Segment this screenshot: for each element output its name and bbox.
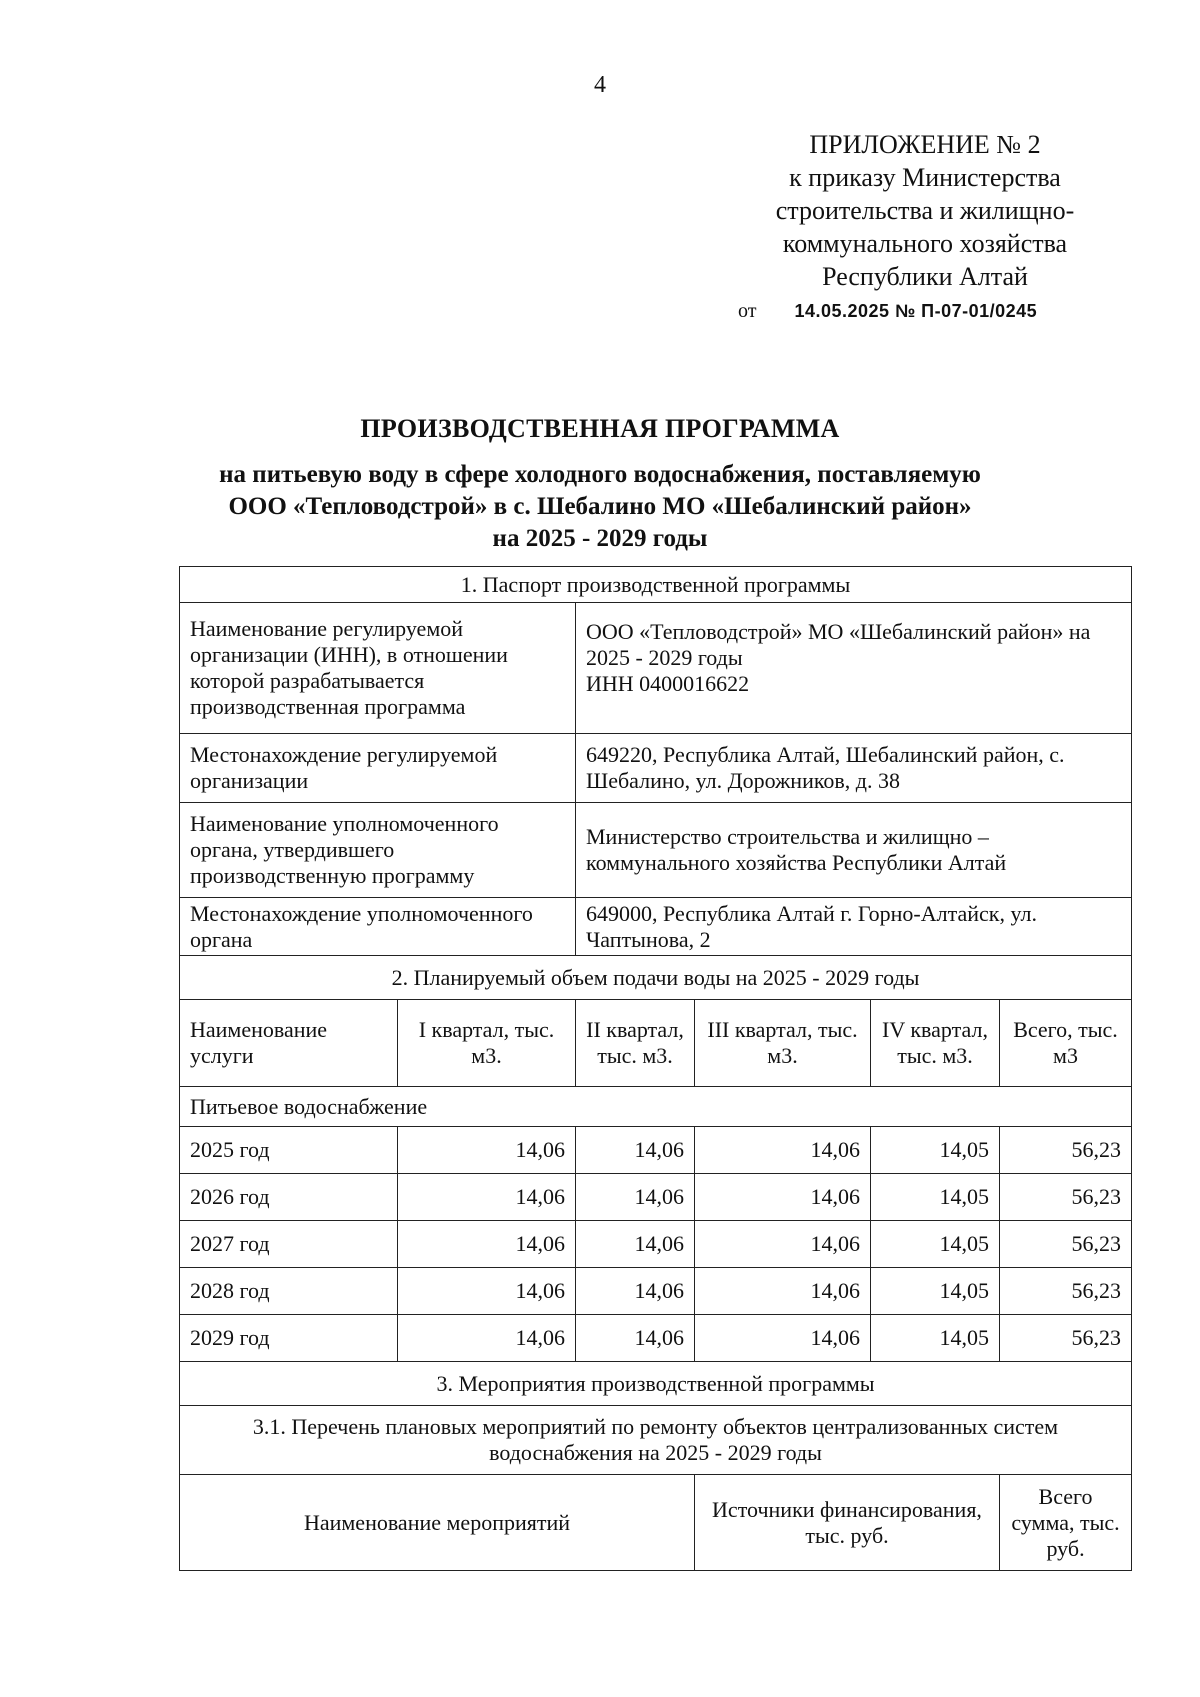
appendix-block: [760, 128, 1090, 293]
subtitle-line: ООО «Тепловодстрой» в с. Шебалино МО «Шебалинский район»: [228, 493, 972, 520]
q3-cell: 14,06: [695, 1174, 871, 1221]
appendix-line: коммунального хозяйства: [782, 229, 1068, 258]
q2-cell: 14,06: [576, 1127, 695, 1174]
q2-cell: 14,06: [576, 1174, 695, 1221]
total-cell: 56,23: [1000, 1127, 1132, 1174]
passport-row: [180, 898, 1132, 956]
q1-cell: 14,06: [398, 1221, 576, 1268]
measures-header-row: [180, 1475, 1132, 1571]
total-cell: 56,23: [1000, 1221, 1132, 1268]
page-number: 4: [594, 72, 606, 98]
column-header-q3: III квартал, тыс. м3.: [695, 1000, 871, 1087]
q4-cell: 14,05: [871, 1221, 1000, 1268]
volume-header-row: [180, 1000, 1132, 1087]
table-row: [180, 1315, 1132, 1362]
column-header-q1: I квартал, тыс. м3.: [398, 1000, 576, 1087]
document-title: ПРОИЗВОДСТВЕННАЯ ПРОГРАММА: [360, 414, 840, 443]
q2-cell: 14,06: [576, 1221, 695, 1268]
total-cell: 56,23: [1000, 1174, 1132, 1221]
appendix-line: Республики Алтай: [822, 262, 1028, 291]
column-header-q2: II квартал, тыс. м3.: [576, 1000, 695, 1087]
section2-header: 2. Планируемый объем подачи воды на 2025 - 2029 годы: [180, 956, 1132, 1000]
passport-value: [576, 603, 1132, 734]
column-header-q4: IV квартал, тыс. м3.: [871, 1000, 1000, 1087]
q1-cell: 14,06: [398, 1174, 576, 1221]
section3-subheader-row: [180, 1406, 1132, 1475]
section3-subheader: 3.1. Перечень плановых мероприятий по ремонту объектов централизованных систем водоснабжения на 2025 - 2029 годы: [180, 1406, 1132, 1475]
year-cell: 2027 год: [180, 1221, 398, 1268]
table-row: [180, 1174, 1132, 1221]
service-row: [180, 1087, 1132, 1127]
passport-label: Местонахождение регулируемой организации: [180, 734, 576, 803]
q2-cell: 14,06: [576, 1268, 695, 1315]
table-row: [180, 1268, 1132, 1315]
service-name: Питьевое водоснабжение: [180, 1087, 1132, 1127]
subtitle-line: на 2025 - 2029 годы: [492, 525, 708, 552]
section3-header-row: [180, 1362, 1132, 1406]
column-header-sum: Всего сумма, тыс. руб.: [1000, 1475, 1132, 1571]
passport-value: 649000, Республика Алтай г. Горно-Алтайск, ул. Чаптынова, 2: [576, 898, 1132, 956]
total-cell: 56,23: [1000, 1268, 1132, 1315]
column-header-service: Наименование услуги: [180, 1000, 398, 1087]
appendix-line: строительства и жилищно-: [775, 196, 1075, 225]
order-number-stamp: 14.05.2025 № П-07-01/0245: [794, 301, 1038, 321]
q4-cell: 14,05: [871, 1127, 1000, 1174]
order-date-line: [738, 300, 1037, 323]
passport-row: [180, 603, 1132, 734]
passport-value-line: ИНН 0400016622: [586, 671, 750, 696]
q1-cell: 14,06: [398, 1127, 576, 1174]
passport-label: Местонахождение уполномоченного органа: [180, 898, 576, 956]
q3-cell: 14,06: [695, 1315, 871, 1362]
q3-cell: 14,06: [695, 1127, 871, 1174]
column-header-measures: Наименование мероприятий: [180, 1475, 695, 1571]
q1-cell: 14,06: [398, 1315, 576, 1362]
q1-cell: 14,06: [398, 1268, 576, 1315]
passport-row: [180, 734, 1132, 803]
q3-cell: 14,06: [695, 1268, 871, 1315]
q4-cell: 14,05: [871, 1174, 1000, 1221]
section1-header: 1. Паспорт производственной программы: [180, 567, 1132, 603]
passport-label: Наименование регулируемой организации (ИНН), в отношении которой разрабатывается производственная программа: [180, 603, 576, 734]
year-cell: 2028 год: [180, 1268, 398, 1315]
order-from-label: от: [738, 300, 757, 322]
section3-header: 3. Мероприятия производственной программы: [180, 1362, 1132, 1406]
year-cell: 2025 год: [180, 1127, 398, 1174]
passport-row: [180, 803, 1132, 898]
passport-value: 649220, Республика Алтай, Шебалинский район, с. Шебалино, ул. Дорожников, д. 38: [576, 734, 1132, 803]
q4-cell: 14,05: [871, 1268, 1000, 1315]
column-header-total: Всего, тыс. м3: [1000, 1000, 1132, 1087]
appendix-line: к приказу Министерства: [789, 163, 1061, 192]
total-cell: 56,23: [1000, 1315, 1132, 1362]
year-cell: 2029 год: [180, 1315, 398, 1362]
appendix-title: ПРИЛОЖЕНИЕ № 2: [809, 130, 1041, 159]
column-header-funding: Источники финансирования, тыс. руб.: [695, 1475, 1000, 1571]
q3-cell: 14,06: [695, 1221, 871, 1268]
year-cell: 2026 год: [180, 1174, 398, 1221]
document-subtitle: [0, 459, 1200, 555]
section1-header-row: [180, 567, 1132, 603]
q2-cell: 14,06: [576, 1315, 695, 1362]
passport-value: Министерство строительства и жилищно – коммунального хозяйства Республики Алтай: [576, 803, 1132, 898]
passport-value-line: ООО «Тепловодстрой» МО «Шебалинский район» на 2025 - 2029 годы: [586, 619, 1091, 670]
table-row: [180, 1127, 1132, 1174]
q4-cell: 14,05: [871, 1315, 1000, 1362]
passport-label: Наименование уполномоченного органа, утвердившего производственную программу: [180, 803, 576, 898]
subtitle-line: на питьевую воду в сфере холодного водоснабжения, поставляемую: [219, 461, 981, 488]
section2-header-row: [180, 956, 1132, 1000]
table-row: [180, 1221, 1132, 1268]
program-table: [179, 566, 1132, 1571]
